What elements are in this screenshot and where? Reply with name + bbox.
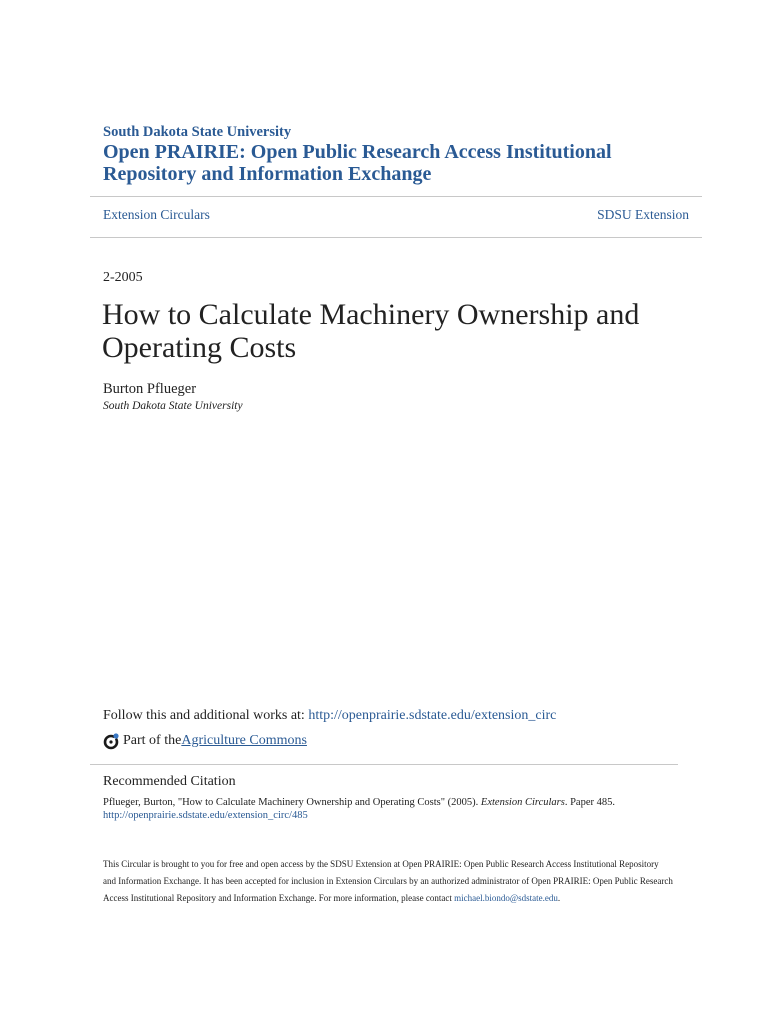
recommended-citation-heading: Recommended Citation xyxy=(103,774,236,789)
follow-line xyxy=(103,708,556,724)
citation-series: Extension Circulars xyxy=(480,797,565,808)
citation-divider xyxy=(90,764,678,765)
footer-notice xyxy=(103,856,673,907)
footer-text: This Circular is brought to you for free and open access by the SDSU Extension at Open PRAIRIE: Open Public Research Access Institutional Repository and Information Exchange. It has been accepted for inclusion in Extension Circulars by an authorized administrator of Open PRAIRIE: Open Public Research Access Institutional Repository and Information Exchange. For more information, please contact xyxy=(103,859,673,903)
sdsu-extension-link[interactable]: SDSU Extension xyxy=(597,207,689,222)
follow-prefix: Follow this and additional works at: xyxy=(103,708,309,723)
document-title: How to Calculate Machinery Ownership and Operating Costs xyxy=(102,298,640,364)
extension-circulars-link[interactable]: Extension Circulars xyxy=(103,207,210,222)
part-of-prefix: Part of the xyxy=(123,733,182,748)
citation-text-after: . Paper 485. xyxy=(564,797,615,808)
part-of-line xyxy=(103,732,307,750)
author-affiliation: South Dakota State University xyxy=(103,400,243,412)
citation-url-link[interactable]: http://openprairie.sdstate.edu/extension_circ/485 xyxy=(103,810,308,821)
follow-url-link[interactable]: http://openprairie.sdstate.edu/extension_circ xyxy=(308,708,557,723)
publication-date: 2-2005 xyxy=(103,270,143,285)
agriculture-commons-link[interactable]: Agriculture Commons xyxy=(181,733,307,748)
repository-name[interactable]: Open PRAIRIE: Open Public Research Access Institutional Repository and Information Exchange xyxy=(103,141,612,185)
author-name: Burton Pflueger xyxy=(103,381,197,397)
top-divider xyxy=(90,196,702,197)
citation-text xyxy=(103,796,683,810)
contact-email-link[interactable]: michael.biondo@sdstate.edu xyxy=(454,893,558,903)
nav-divider xyxy=(90,237,702,238)
footer-end: . xyxy=(557,893,561,903)
institution-name[interactable]: South Dakota State University xyxy=(103,124,292,140)
commons-network-icon xyxy=(103,732,121,750)
citation-text-before: Pflueger, Burton, "How to Calculate Machinery Ownership and Operating Costs" (2005). xyxy=(103,797,481,808)
